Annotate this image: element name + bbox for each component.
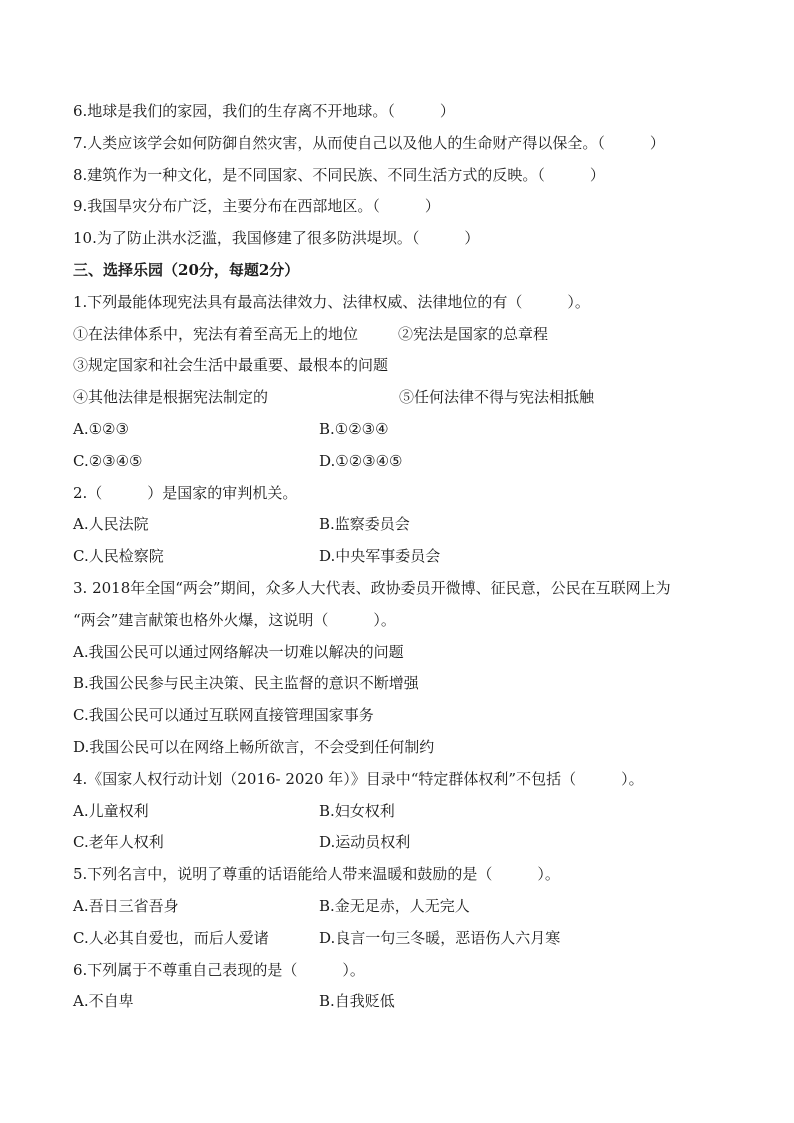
- question-4-stem: 4.《国家人权行动计划（2016- 2020 年）》目录中“特定群体权利”不包括（ ）。: [73, 769, 644, 788]
- exam-content: [73, 96, 733, 1018]
- judgement-item-8: 8.建筑作为一种文化，是不同国家、不同民族、不同生活方式的反映。（ ）: [73, 165, 605, 184]
- question-2-options-row-1: [73, 509, 733, 541]
- question-1-statement-5: ⑤任何法律不得与宪法相抵触: [399, 388, 595, 407]
- question-3-stem-line-1: 3. 2018年全国“两会”期间，众多人大代表、政协委员开微博、征民意，公民在互联网上为: [73, 578, 671, 597]
- question-2-stem: 2.（ ）是国家的审判机关。: [73, 483, 298, 502]
- question-1-statement-3: ③规定国家和社会生活中最重要、最根本的问题: [73, 356, 389, 375]
- question-3-stem-line-2: “两会”建言献策也格外火爆，这说明（ ）。: [73, 610, 396, 629]
- question-1-options-row-2: [73, 446, 733, 478]
- question-4-option-b: B.妇女权利: [319, 801, 395, 820]
- question-3-option-a: A.我国公民可以通过网络解决一切难以解决的问题: [73, 642, 404, 661]
- question-1-statement-2: ②宪法是国家的总章程: [398, 324, 549, 343]
- judgement-item-7: 7.人类应该学会如何防御自然灾害，从而使自己以及他人的生命财产得以保全。（ ）: [73, 133, 665, 152]
- question-5-option-a: A.吾日三省吾身: [73, 896, 179, 915]
- question-4-option-c: C.老年人权利: [73, 833, 164, 852]
- question-2-options-row-2: [73, 541, 733, 573]
- question-2-option-a: A.人民法院: [73, 515, 149, 534]
- question-5-option-c: C.人必其自爱也，而后人爱诸: [73, 928, 269, 947]
- question-2-option-c: C.人民检察院: [73, 547, 164, 566]
- question-3-option-b: B.我国公民参与民主决策、民主监督的意识不断增强: [73, 674, 419, 693]
- question-5-option-b: B.金无足赤，人无完人: [319, 896, 470, 915]
- question-3-option-d: D.我国公民可以在网络上畅所欲言，不会受到任何制约: [73, 737, 435, 756]
- question-4-options-row-2: [73, 827, 733, 859]
- question-4-option-a: A.儿童权利: [73, 801, 149, 820]
- question-1-option-a: A.①②③: [73, 419, 129, 438]
- question-4-options-row-1: [73, 796, 733, 828]
- question-4-option-d: D.运动员权利: [319, 833, 411, 852]
- question-6-options-row-1: [73, 986, 733, 1018]
- question-5-stem: 5.下列名言中，说明了尊重的话语能给人带来温暖和鼓励的是（ ）。: [73, 865, 560, 884]
- question-6-option-a: A.不自卑: [73, 992, 134, 1011]
- question-1-statements-row-3: [73, 382, 733, 414]
- question-1-options-row-1: [73, 414, 733, 446]
- question-5-options-row-2: [73, 923, 733, 955]
- question-2-option-d: D.中央军事委员会: [319, 547, 441, 566]
- question-1-statement-1: ①在法律体系中，宪法有着至高无上的地位: [73, 324, 359, 343]
- question-1-stem: 1.下列最能体现宪法具有最高法律效力、法律权威、法律地位的有（ ）。: [73, 292, 590, 311]
- judgement-item-6: 6.地球是我们的家园，我们的生存离不开地球。（ ）: [73, 102, 455, 120]
- question-1-option-c: C.②③④⑤: [73, 451, 143, 470]
- question-1-statements-row-1: [73, 319, 733, 351]
- question-3-option-c: C.我国公民可以通过互联网直接管理国家事务: [73, 706, 374, 725]
- question-5-options-row-1: [73, 891, 733, 923]
- question-1-option-b: B.①②③④: [319, 419, 389, 438]
- section-heading-choice: 三、选择乐园（20分，每题2分）: [73, 260, 300, 279]
- question-5-option-d: D.良言一句三冬暖，恶语伤人六月寒: [319, 928, 561, 947]
- question-2-option-b: B.监察委员会: [319, 515, 410, 534]
- question-1-statement-4: ④其他法律是根据宪法制定的: [73, 388, 269, 407]
- question-6-stem: 6.下列属于不尊重自己表现的是（ ）。: [73, 960, 365, 979]
- judgement-item-9: 9.我国旱灾分布广泛，主要分布在西部地区。（ ）: [73, 197, 440, 216]
- question-1-option-d: D.①②③④⑤: [319, 451, 403, 470]
- judgement-item-10: 10.为了防止洪水泛滥，我国修建了很多防洪堤坝。（ ）: [73, 229, 480, 248]
- question-6-option-b: B.自我贬低: [319, 992, 395, 1011]
